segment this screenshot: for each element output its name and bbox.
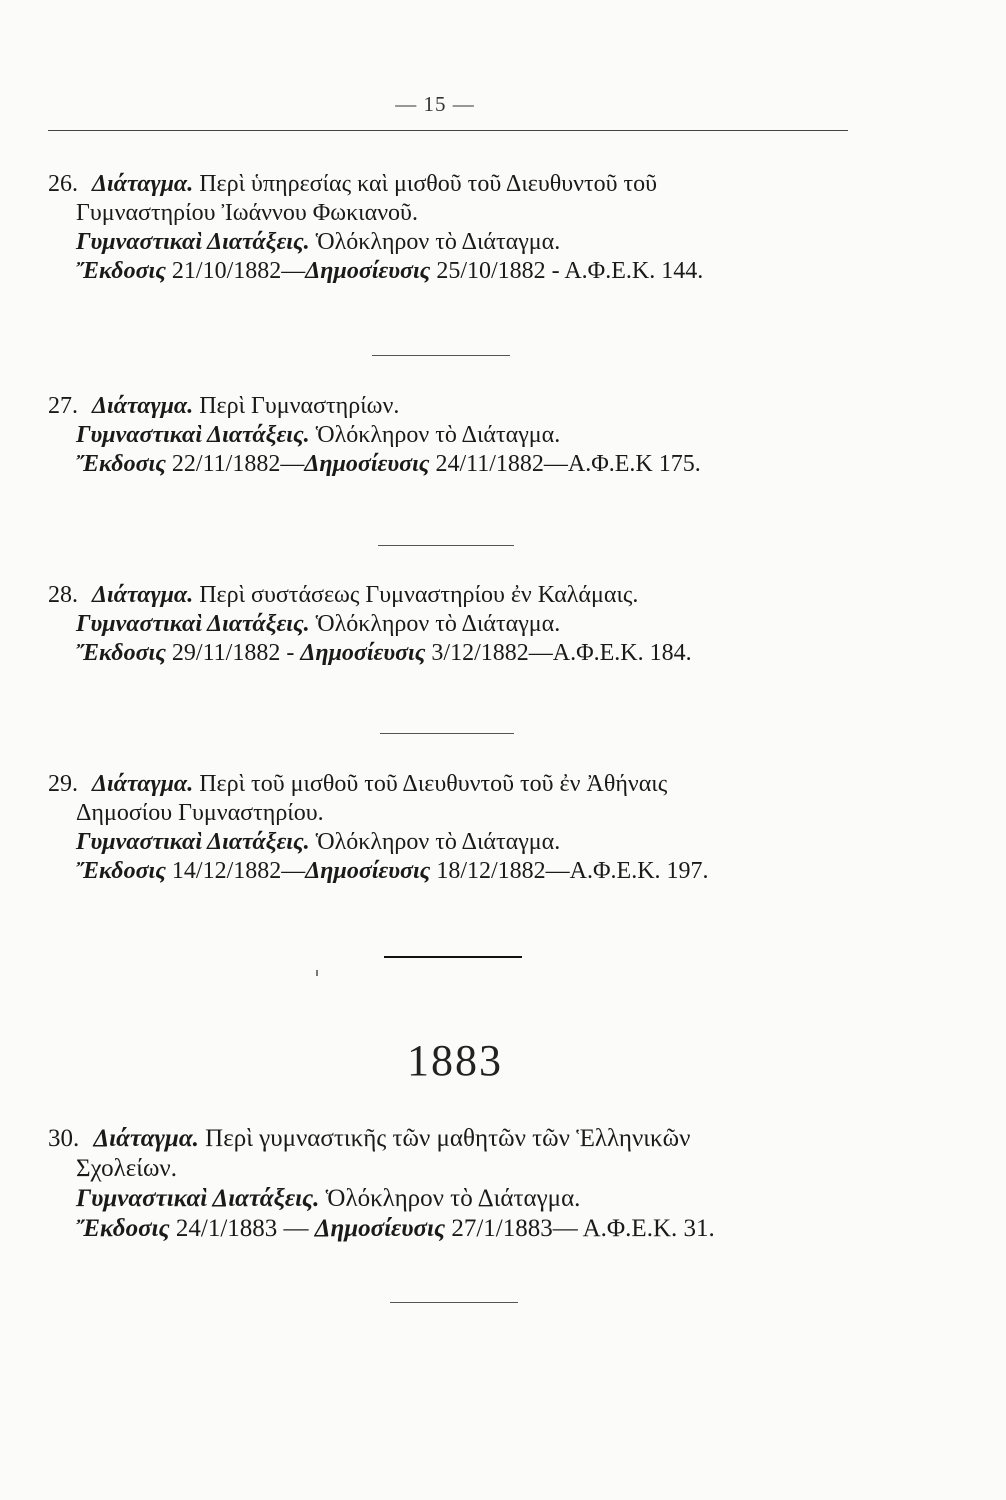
separator-rule bbox=[390, 1302, 518, 1303]
entry-29 bbox=[48, 770, 888, 886]
entry-issue-line bbox=[76, 257, 888, 286]
entry-issue-line bbox=[76, 1214, 888, 1244]
entry-issue-label: Ἔκδοσις bbox=[76, 858, 166, 884]
entry-issue-label: Ἔκδοσις bbox=[76, 258, 166, 284]
entry-title-line bbox=[48, 1124, 888, 1154]
entry-number: 29. bbox=[48, 771, 78, 797]
entry-pub-text: 25/10/1882 - Α.Φ.Ε.Κ. 144. bbox=[436, 258, 704, 284]
entry-28 bbox=[48, 581, 888, 668]
entry-issue-label: Ἔκδοσις bbox=[76, 1215, 170, 1242]
entry-source-text: Ὁλόκληρον τὸ Διάταγμα. bbox=[315, 422, 561, 448]
entry-number: 26. bbox=[48, 171, 78, 197]
entry-pub-label: Δημοσίευσις bbox=[305, 258, 431, 284]
entry-title-label: Διάταγμα. bbox=[92, 171, 194, 197]
entry-source-label: Γυμναστικαὶ Διατάξεις. bbox=[76, 611, 310, 637]
entry-source-text: Ὁλόκληρον τὸ Διάταγμα. bbox=[315, 611, 561, 637]
entry-title-text: Περὶ ὑπηρεσίας καὶ μισθοῦ τοῦ Διευθυντοῦ τοῦ bbox=[199, 171, 658, 197]
entry-source-label: Γυμναστικαὶ Διατάξεις. bbox=[76, 829, 310, 855]
entry-title-continuation: Δημοσίου Γυμναστηρίου. bbox=[76, 800, 324, 826]
entry-issue-date: 14/12/1882— bbox=[171, 858, 306, 884]
entry-source-line bbox=[76, 1184, 888, 1214]
entry-pub-text: 18/12/1882—Α.Φ.Ε.Κ. 197. bbox=[436, 858, 709, 884]
entry-30 bbox=[48, 1124, 888, 1244]
separator-rule bbox=[372, 355, 510, 356]
entry-number: 28. bbox=[48, 582, 78, 608]
entry-title-label: Διάταγμα. bbox=[92, 771, 194, 797]
entry-title-text: Περὶ συστάσεως Γυμναστηρίου ἐν Καλάμαις. bbox=[199, 582, 639, 608]
entry-pub-text: 24/11/1882—Α.Φ.Ε.Κ 175. bbox=[435, 451, 701, 477]
entry-title-line bbox=[48, 770, 888, 799]
entry-issue-date: 29/11/1882 - bbox=[171, 640, 295, 666]
page-number: — 15 — bbox=[395, 92, 475, 116]
entry-pub-label: Δημοσίευσις bbox=[305, 858, 431, 884]
entry-source-line bbox=[76, 228, 888, 257]
entry-title-line bbox=[48, 170, 888, 199]
entry-pub-label: Δημοσίευσις bbox=[314, 1215, 446, 1242]
header-rule bbox=[48, 130, 848, 131]
entry-source-text: Ὁλόκληρον τὸ Διάταγμα. bbox=[315, 829, 561, 855]
entry-pub-text: 27/1/1883— Α.Φ.Ε.Κ. 31. bbox=[451, 1215, 715, 1242]
entry-source-label: Γυμναστικαὶ Διατάξεις. bbox=[76, 422, 310, 448]
entry-issue-label: Ἔκδοσις bbox=[76, 451, 166, 477]
entry-source-line bbox=[76, 421, 888, 450]
entry-pub-label: Δημοσίευσις bbox=[304, 451, 430, 477]
separator-rule bbox=[380, 733, 514, 734]
entry-source-text: Ὁλόκληρον τὸ Διάταγμα. bbox=[325, 1185, 581, 1212]
entry-issue-date: 24/1/1883 — bbox=[175, 1215, 309, 1242]
entry-title-continuation: Σχολείων. bbox=[76, 1155, 177, 1182]
entry-title-label: Διάταγμα. bbox=[92, 582, 194, 608]
entry-27 bbox=[48, 392, 888, 479]
entry-title-text: Περὶ Γυμναστηρίων. bbox=[199, 393, 400, 419]
entry-issue-line bbox=[76, 450, 888, 479]
entry-title-text: Περὶ τοῦ μισθοῦ τοῦ Διευθυντοῦ τοῦ ἐν Ἀθήναις bbox=[199, 771, 668, 797]
entry-pub-label: Δημοσίευσις bbox=[300, 640, 426, 666]
entry-source-label: Γυμναστικαὶ Διατάξεις. bbox=[76, 229, 310, 255]
entry-title-label: Διάταγμα. bbox=[93, 1125, 199, 1152]
entry-source-line bbox=[76, 610, 888, 639]
entry-issue-line bbox=[76, 857, 888, 886]
entry-title-label: Διάταγμα. bbox=[92, 393, 194, 419]
entry-issue-date: 22/11/1882— bbox=[171, 451, 305, 477]
entry-title-line bbox=[48, 392, 888, 421]
entry-title-text: Περὶ γυμναστικῆς τῶν μαθητῶν τῶν Ἑλληνικῶν bbox=[205, 1125, 691, 1152]
section-divider-rule bbox=[384, 956, 522, 958]
entry-issue-date: 21/10/1882— bbox=[171, 258, 306, 284]
entry-source-line bbox=[76, 828, 888, 857]
entry-number: 30. bbox=[48, 1125, 80, 1152]
entry-pub-text: 3/12/1882—Α.Φ.Ε.Κ. 184. bbox=[431, 640, 692, 666]
entry-source-label: Γυμναστικαὶ Διατάξεις. bbox=[76, 1185, 320, 1212]
entry-26 bbox=[48, 170, 888, 286]
entry-issue-label: Ἔκδοσις bbox=[76, 640, 166, 666]
separator-rule bbox=[378, 545, 514, 546]
entry-source-text: Ὁλόκληρον τὸ Διάταγμα. bbox=[315, 229, 561, 255]
year-heading: 1883 bbox=[407, 1036, 503, 1085]
entry-issue-line bbox=[76, 639, 888, 668]
entry-title-line bbox=[48, 581, 888, 610]
print-speck bbox=[316, 970, 318, 976]
entry-title-continuation: Γυμναστηρίου Ἰωάννου Φωκιανοῦ. bbox=[76, 200, 418, 226]
entry-number: 27. bbox=[48, 393, 78, 419]
